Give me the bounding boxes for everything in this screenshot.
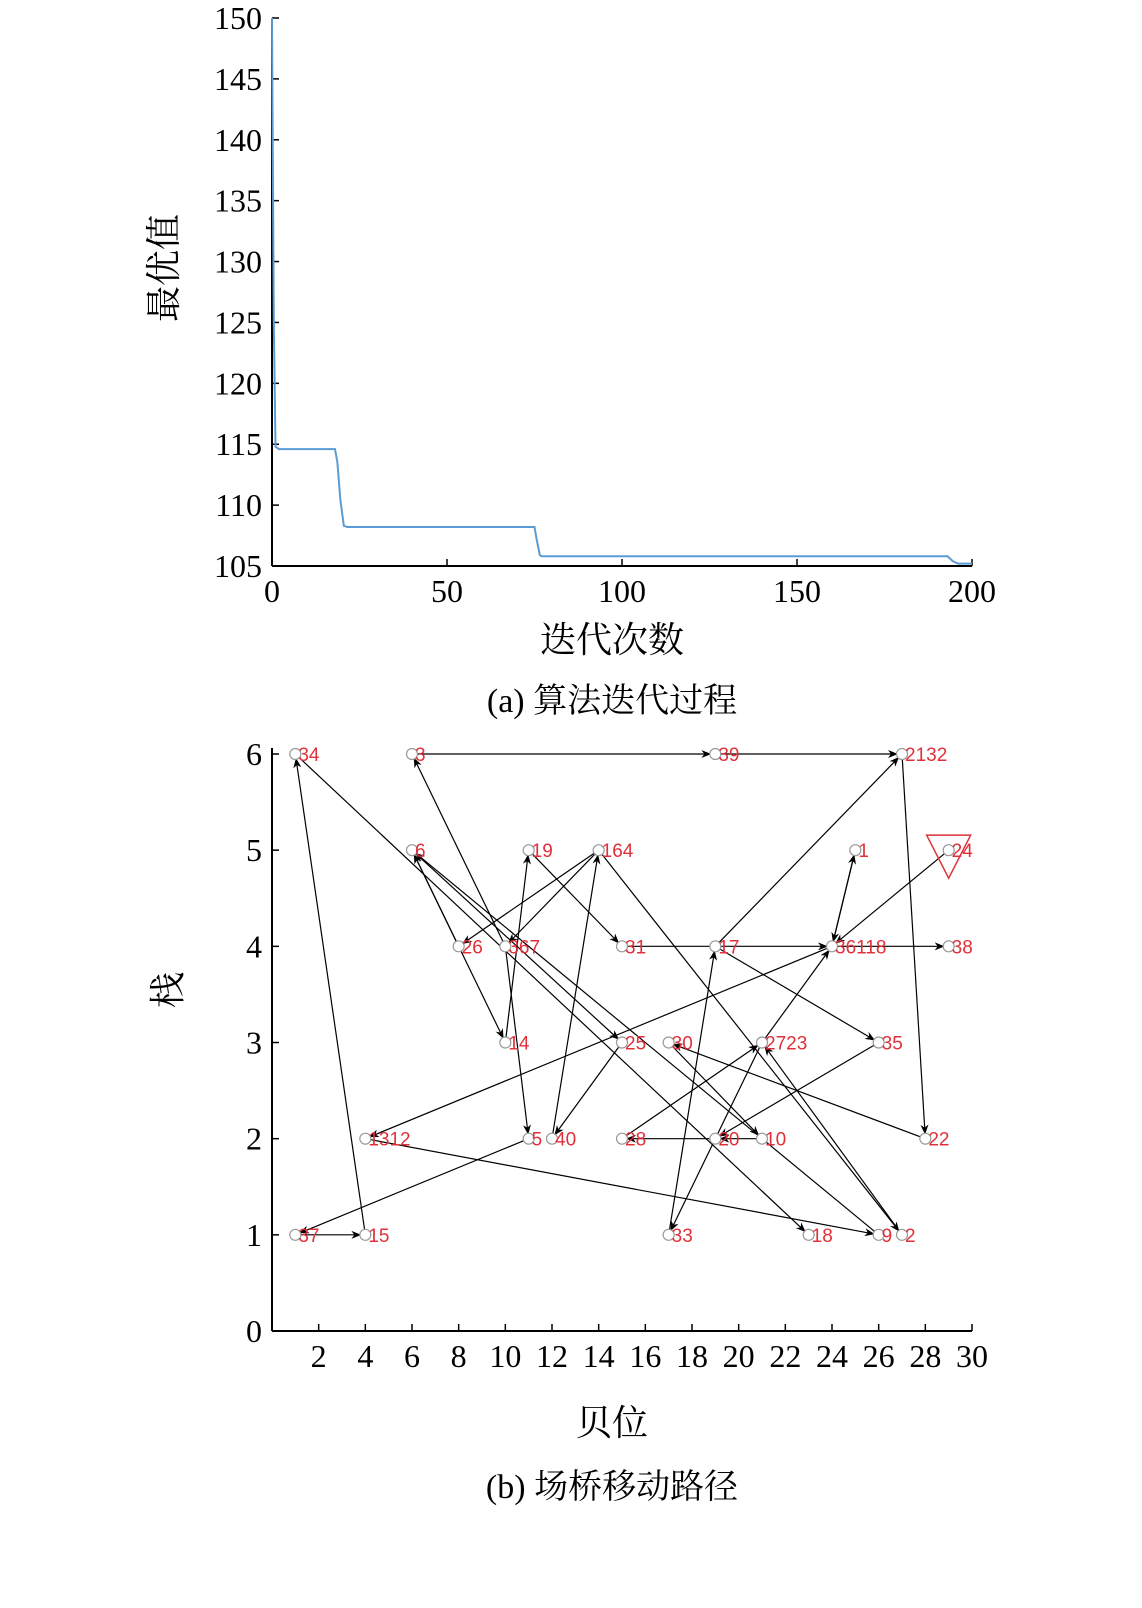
best-value-line xyxy=(272,18,972,564)
x-tick-label: 150 xyxy=(773,573,821,609)
y-tick-label: 1 xyxy=(246,1216,262,1253)
y-tick-label: 105 xyxy=(214,548,262,584)
y-tick-label: 130 xyxy=(214,243,262,280)
node-label: 38 xyxy=(951,937,973,959)
node-label: 1312 xyxy=(368,1129,411,1151)
node-label: 9 xyxy=(881,1225,893,1247)
x-tick-label: 200 xyxy=(948,573,996,609)
path-node xyxy=(407,841,426,862)
node-label: 40 xyxy=(555,1129,577,1151)
path-node xyxy=(757,1034,808,1055)
path-node xyxy=(710,745,740,766)
y-tick-label: 2 xyxy=(246,1120,262,1157)
y-tick-label: 3 xyxy=(246,1024,262,1061)
path-node xyxy=(663,1034,693,1055)
x-tick-label: 24 xyxy=(816,1338,848,1374)
path-nodes xyxy=(290,745,973,1247)
node-label: 14 xyxy=(508,1033,530,1055)
x-tick-label: 26 xyxy=(862,1338,895,1374)
node-label: 25 xyxy=(625,1033,647,1055)
path-arrow xyxy=(529,850,619,943)
node-label: 18 xyxy=(811,1225,833,1247)
x-tick-label: 4 xyxy=(357,1338,374,1374)
x-tick-label: 100 xyxy=(598,573,646,609)
x-tick-label: 50 xyxy=(431,573,463,609)
chart-caption: (b) 场桥移动路径 xyxy=(485,1469,739,1506)
y-tick-label: 0 xyxy=(246,1313,262,1349)
y-tick-label: 115 xyxy=(215,426,262,463)
node-label: 17 xyxy=(718,937,740,959)
path-node xyxy=(407,745,426,766)
x-tick-label: 20 xyxy=(722,1338,755,1374)
path-node xyxy=(617,1130,647,1151)
node-label: 39 xyxy=(718,745,740,766)
x-tick-label: 2 xyxy=(310,1338,327,1374)
x-tick-label: 16 xyxy=(629,1338,662,1374)
path-node xyxy=(453,937,483,958)
path-arrow xyxy=(762,950,829,1042)
path-node xyxy=(500,1034,530,1055)
path-arrow xyxy=(300,1139,529,1233)
node-label: 164 xyxy=(601,841,634,863)
path-node xyxy=(290,745,320,766)
path-node xyxy=(523,1130,542,1151)
node-label: 1 xyxy=(858,841,869,863)
x-tick-label: 12 xyxy=(536,1338,568,1374)
node-label: 367 xyxy=(508,937,541,959)
node-label: 28 xyxy=(625,1129,647,1151)
convergence-chart xyxy=(144,0,996,720)
path-chart xyxy=(148,736,988,1506)
path-node xyxy=(290,1226,320,1247)
y-tick-label: 4 xyxy=(246,928,262,965)
path-arrow xyxy=(836,850,949,943)
node-label: 36118 xyxy=(835,937,887,959)
node-label: 19 xyxy=(531,841,553,863)
path-node xyxy=(897,1226,916,1247)
path-node xyxy=(943,937,973,958)
path-arrow xyxy=(720,1043,879,1137)
node-label: 20 xyxy=(718,1129,740,1151)
path-arrow xyxy=(295,754,808,1231)
x-tick-label: 30 xyxy=(956,1338,988,1374)
path-arrow xyxy=(902,754,925,1134)
x-tick-label: 18 xyxy=(676,1338,708,1374)
node-label: 33 xyxy=(671,1225,693,1247)
path-arrow xyxy=(416,853,879,1234)
x-axis-label: 贝位 xyxy=(575,1403,649,1444)
path-arrow xyxy=(669,951,715,1235)
node-label: 10 xyxy=(765,1129,787,1151)
node-label: 6 xyxy=(415,841,426,863)
node-label: 26 xyxy=(461,937,483,959)
y-tick-label: 110 xyxy=(215,487,262,524)
path-node xyxy=(593,841,634,862)
node-label: 31 xyxy=(625,937,647,959)
path-arrow xyxy=(715,758,898,947)
path-node xyxy=(663,1226,693,1247)
node-label: 15 xyxy=(368,1225,390,1247)
x-tick-label: 22 xyxy=(769,1338,802,1374)
path-arrow xyxy=(509,850,599,943)
node-label: 22 xyxy=(928,1129,950,1151)
node-label: 2132 xyxy=(905,745,948,766)
path-node xyxy=(873,1226,892,1247)
node-label: 34 xyxy=(298,745,320,766)
x-axis-label: 迭代次数 xyxy=(539,620,685,661)
node-label: 5 xyxy=(531,1129,543,1151)
y-tick-label: 140 xyxy=(214,121,262,158)
path-node xyxy=(547,1130,577,1151)
y-tick-label: 125 xyxy=(214,304,262,341)
path-node xyxy=(873,1034,903,1055)
node-label: 2 xyxy=(905,1225,916,1247)
path-node xyxy=(803,1226,833,1247)
path-arrow xyxy=(833,850,855,941)
convergence-axes xyxy=(272,18,972,566)
path-arrows xyxy=(295,754,948,1235)
convergence-ticks xyxy=(214,0,996,609)
node-label: 30 xyxy=(671,1033,693,1055)
x-tick-label: 10 xyxy=(489,1338,522,1374)
y-axis-label: 最优值 xyxy=(144,213,185,323)
node-label: 2723 xyxy=(765,1033,808,1055)
path-node xyxy=(360,1130,411,1151)
y-axis-label: 栈 xyxy=(148,971,189,1009)
x-tick-label: 28 xyxy=(909,1338,942,1374)
x-tick-label: 8 xyxy=(450,1338,467,1374)
y-tick-label: 120 xyxy=(214,365,262,402)
start-marker xyxy=(927,835,974,878)
node-label: 37 xyxy=(298,1225,320,1247)
path-node xyxy=(897,745,948,766)
path-arrow xyxy=(673,1044,925,1138)
y-tick-label: 135 xyxy=(214,182,262,219)
x-tick-label: 14 xyxy=(582,1338,615,1374)
path-node xyxy=(617,937,647,958)
chart-caption: (a) 算法迭代过程 xyxy=(486,683,738,720)
y-tick-label: 150 xyxy=(214,0,262,36)
path-node xyxy=(360,1226,390,1247)
path-node xyxy=(710,1130,740,1151)
path-node xyxy=(617,1034,647,1055)
y-tick-label: 6 xyxy=(246,736,262,772)
path-arrow xyxy=(414,758,505,946)
path-arrow xyxy=(715,946,874,1040)
node-label: 35 xyxy=(881,1033,903,1055)
x-tick-label: 6 xyxy=(404,1338,420,1374)
y-tick-label: 5 xyxy=(246,832,262,869)
x-tick-label: 0 xyxy=(264,573,280,609)
path-node xyxy=(920,1130,950,1151)
path-arrow xyxy=(296,759,365,1235)
path-node xyxy=(757,1130,787,1151)
start-node-label: 24 xyxy=(951,841,973,863)
y-tick-label: 145 xyxy=(214,60,262,97)
node-label: 3 xyxy=(415,745,426,766)
path-node xyxy=(827,937,887,958)
path-arrow xyxy=(365,1139,873,1234)
